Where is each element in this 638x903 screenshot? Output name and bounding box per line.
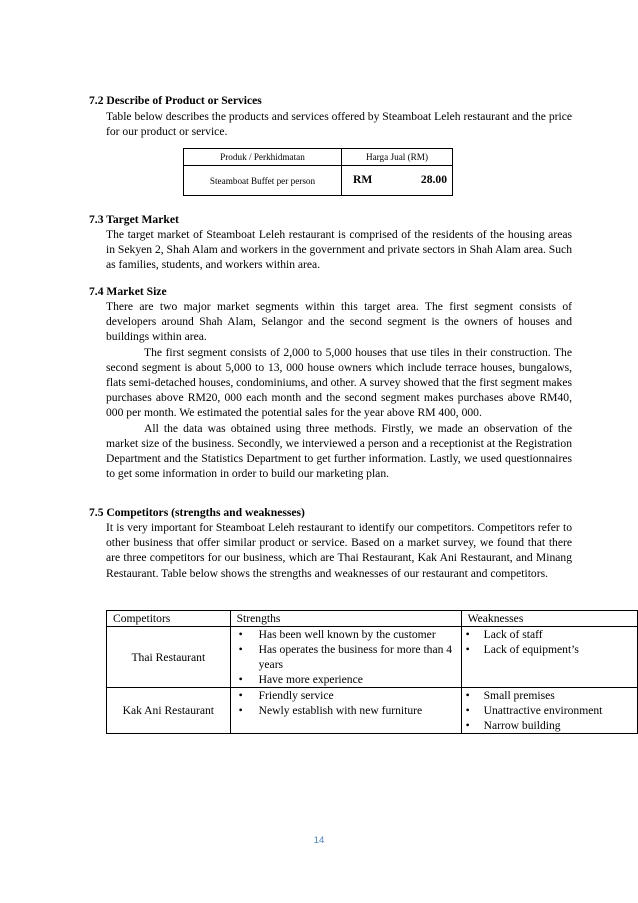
page-number: 14 — [313, 835, 325, 846]
section-heading-7-3: 7.3 Target Market — [89, 213, 179, 226]
bullet-icon: • — [465, 704, 470, 717]
price-table — [183, 148, 453, 196]
strength-text: Have more experience — [258, 673, 363, 686]
list-item — [462, 703, 637, 718]
list-item — [231, 672, 461, 687]
competitors-table — [106, 610, 638, 734]
column-header-competitors: Competitors — [107, 611, 231, 627]
weakness-text: Lack of equipment’s — [483, 643, 579, 656]
list-item — [231, 703, 461, 718]
weaknesses-list — [462, 627, 637, 657]
price-amount: 28.00 — [420, 173, 447, 186]
weaknesses-cell — [461, 688, 637, 734]
section-heading-7-2: 7.2 Describe of Product or Services — [89, 94, 262, 107]
price-currency: RM — [353, 173, 373, 186]
strength-text: Has been well known by the customer — [258, 628, 436, 641]
bullet-icon: • — [238, 673, 243, 686]
strengths-list — [231, 627, 461, 687]
bullet-icon: • — [238, 628, 243, 641]
bullet-icon: • — [465, 719, 470, 732]
section-text-7-4 — [106, 299, 572, 481]
strengths-cell — [230, 627, 461, 688]
weakness-text: Lack of staff — [483, 628, 543, 641]
section-text-7-5 — [106, 520, 572, 581]
paragraph: The target market of Steamboat Leleh restaurant is comprised of the residents of the housing areas in Sekyen 2, Shah Alam and workers in the government and private sectors in Shah Alam area. Such as families, students, and workers within area. — [106, 228, 572, 272]
list-item — [462, 718, 637, 733]
bullet-icon: • — [465, 643, 470, 656]
list-item — [462, 642, 637, 657]
bullet-icon: • — [465, 689, 470, 702]
column-header-strengths: Strengths — [230, 611, 461, 627]
paragraph: Table below describes the products and services offered by Steamboat Leleh restaurant and the price for our product or service. — [106, 110, 572, 139]
section-heading-7-5: 7.5 Competitors (strengths and weaknesses) — [89, 506, 305, 519]
strength-text: Friendly service — [258, 689, 334, 702]
price-table-header-product: Produk / Perkhidmatan — [184, 149, 342, 166]
strengths-cell — [230, 688, 461, 734]
price-table-header-price: Harga Jual (RM) — [342, 149, 453, 166]
paragraph: All the data was obtained using three methods. Firstly, we made an observation of the market size of the business. Secondly, we interviewed a person and a receptionist at the Registration Department and the Statistics Department to get further information. Lastly, we used questionnaires to get some information in order to build our marketing plan. — [106, 421, 572, 481]
list-item — [231, 627, 461, 642]
section-heading-7-4: 7.4 Market Size — [89, 285, 167, 298]
table-row — [107, 688, 638, 734]
weaknesses-cell — [461, 627, 637, 688]
column-header-weaknesses: Weaknesses — [461, 611, 637, 627]
table-row — [107, 627, 638, 688]
section-text-7-2 — [106, 109, 572, 139]
list-item — [462, 627, 637, 642]
bullet-icon: • — [238, 704, 243, 717]
weakness-text: Unattractive environment — [483, 704, 603, 717]
strengths-list — [231, 688, 461, 718]
list-item — [462, 688, 637, 703]
list-item — [231, 688, 461, 703]
competitor-name: Kak Ani Restaurant — [107, 688, 231, 734]
competitors-table-header — [107, 611, 638, 627]
bullet-icon: • — [238, 643, 243, 656]
list-item — [231, 642, 461, 672]
section-text-7-3 — [106, 227, 572, 273]
paragraph: There are two major market segments within this target area. The first segment consists of developers around Shah Alam, Selangor and the second segment is the owners of houses and buildings within area. — [106, 300, 572, 344]
bullet-icon: • — [238, 689, 243, 702]
weaknesses-list — [462, 688, 637, 733]
weakness-text: Narrow building — [483, 719, 561, 732]
competitor-name: Thai Restaurant — [107, 627, 231, 688]
strength-text: Has operates the business for more than 4 years — [258, 643, 453, 671]
price-table-price-cell — [342, 166, 453, 196]
strength-text: Newly establish with new furniture — [258, 704, 423, 717]
paragraph: It is very important for Steamboat Leleh restaurant to identify our competitors. Competitors refer to other business that offer similar product or service. Based on a market survey, we found that there are three competitors for our business, which are Thai Restaurant, Kak Ani Restaurant, and Minang Restaurant. Table below shows the strengths and weaknesses of our restaurant and competitors. — [106, 521, 572, 580]
paragraph: The first segment consists of 2,000 to 5,000 houses that use tiles in their construction. The second segment is about 5,000 to 13, 000 house owners which include terrace houses, bungalows, flats semi-detached houses, condominiums, and other. A survey showed that the first segment makes purchases above RM20, 000 each month and the second segment makes purchases above RM40, 000 per month. We estimated the potential sales for the year above RM 400, 000. — [106, 345, 572, 420]
bullet-icon: • — [465, 628, 470, 641]
price-table-product: Steamboat Buffet per person — [184, 166, 342, 196]
weakness-text: Small premises — [483, 689, 555, 702]
